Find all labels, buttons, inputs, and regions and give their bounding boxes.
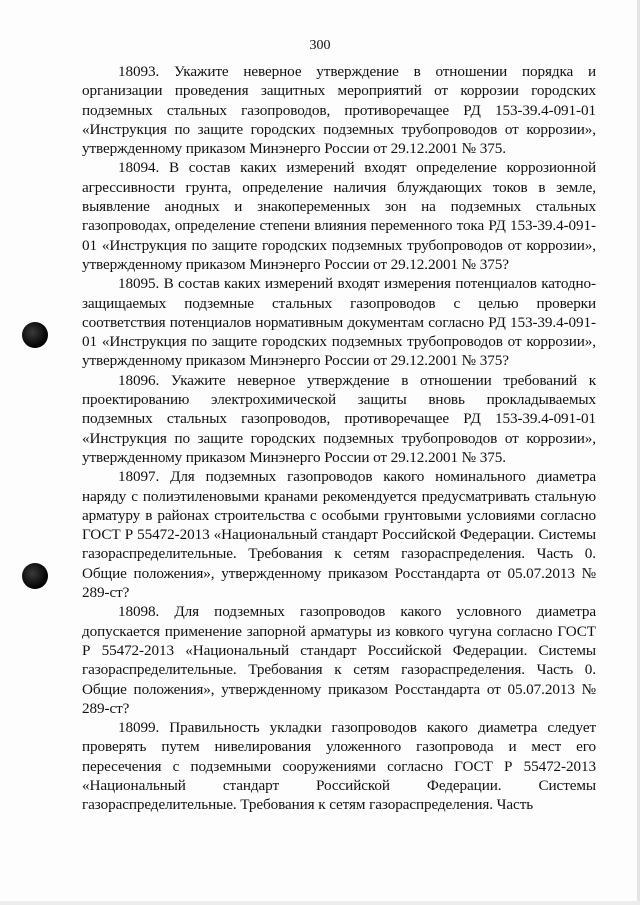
question-paragraph: 18097. Для подземных газопроводов какого номинального диаметра наряду с полиэтиленовыми кранами рекомендуется предусматривать стальную арматуру в районах строительства с особыми грунтовыми условиями согласно ГОСТ Р 55472-2013 «Национальный стандарт Российской Федерации. Системы газораспределительные. Требования к сетям газораспределения. Часть 0. Общие положения», утвержденному приказом Росстандарта от 05.07.2013 № 289-ст?: [82, 468, 596, 602]
page-number: 300: [309, 38, 331, 53]
binder-hole: [22, 563, 48, 589]
binder-hole: [22, 322, 48, 348]
question-paragraph: 18098. Для подземных газопроводов какого условного диаметра допускается применение запорной арматуры из ковкого чугуна согласно ГОСТ Р 55472-2013 «Национальный стандарт Российской Федерации. Системы газораспределительные. Требования к сетям газораспределения. Часть 0. Общие положения», утвержденному приказом Росстандарта от 05.07.2013 № 289-ст?: [82, 603, 596, 717]
question-paragraph: 18093. Укажите неверное утверждение в отношении порядка и организации проведения защитных мероприятий от коррозии городских подземных стальных газопроводов, противоречащее РД 153-39.4-091-01 «Инструкция по защите городских подземных трубопроводов от коррозии», утвержденному приказом Минэнерго России от 29.12.2001 № 375.: [82, 63, 596, 158]
question-paragraph: 18096. Укажите неверное утверждение в отношении требований к проектированию электрохимической защиты вновь прокладываемых подземных стальных газопроводов, противоречащее РД 153-39.4-091-01 «Инструкция по защите городских подземных трубопроводов от коррозии», утвержденному приказом Минэнерго России от 29.12.2001 № 375.: [82, 371, 596, 466]
page-edge-shadow: [0, 901, 640, 905]
question-paragraph: 18094. В состав каких измерений входят определение коррозионной агрессивности грунта, определение наличия блуждающих токов в земле, выявление анодных и знакопеременных зон на подземных стальных газопроводах, определение степени влияния переменного тока РД 153-39.4-091-01 «Инструкция по защите городских подземных трубопроводов от коррозии», утвержденному приказом Минэнерго России от 29.12.2001 № 375?: [82, 159, 596, 273]
question-paragraph: 18099. Правильность укладки газопроводов какого диаметра следует проверять путем нивелирования уложенного газопровода и мест его пересечения с подземными сооружениями согласно ГОСТ Р 55472-2013 «Национальный стандарт Российской Федерации. Системы газораспределительные. Требования к сетям газораспределения. Часть: [82, 719, 596, 814]
question-list: [82, 62, 596, 815]
question-paragraph: 18095. В состав каких измерений входят измерения потенциалов катодно-защищаемых подземные стальных газопроводов с целью проверки соответствия потенциалов нормативным документам согласно РД 153-39.4-091-01 «Инструкция по защите городских подземных трубопроводов от коррозии», утвержденному приказом Минэнерго России от 29.12.2001 № 375?: [82, 275, 596, 370]
